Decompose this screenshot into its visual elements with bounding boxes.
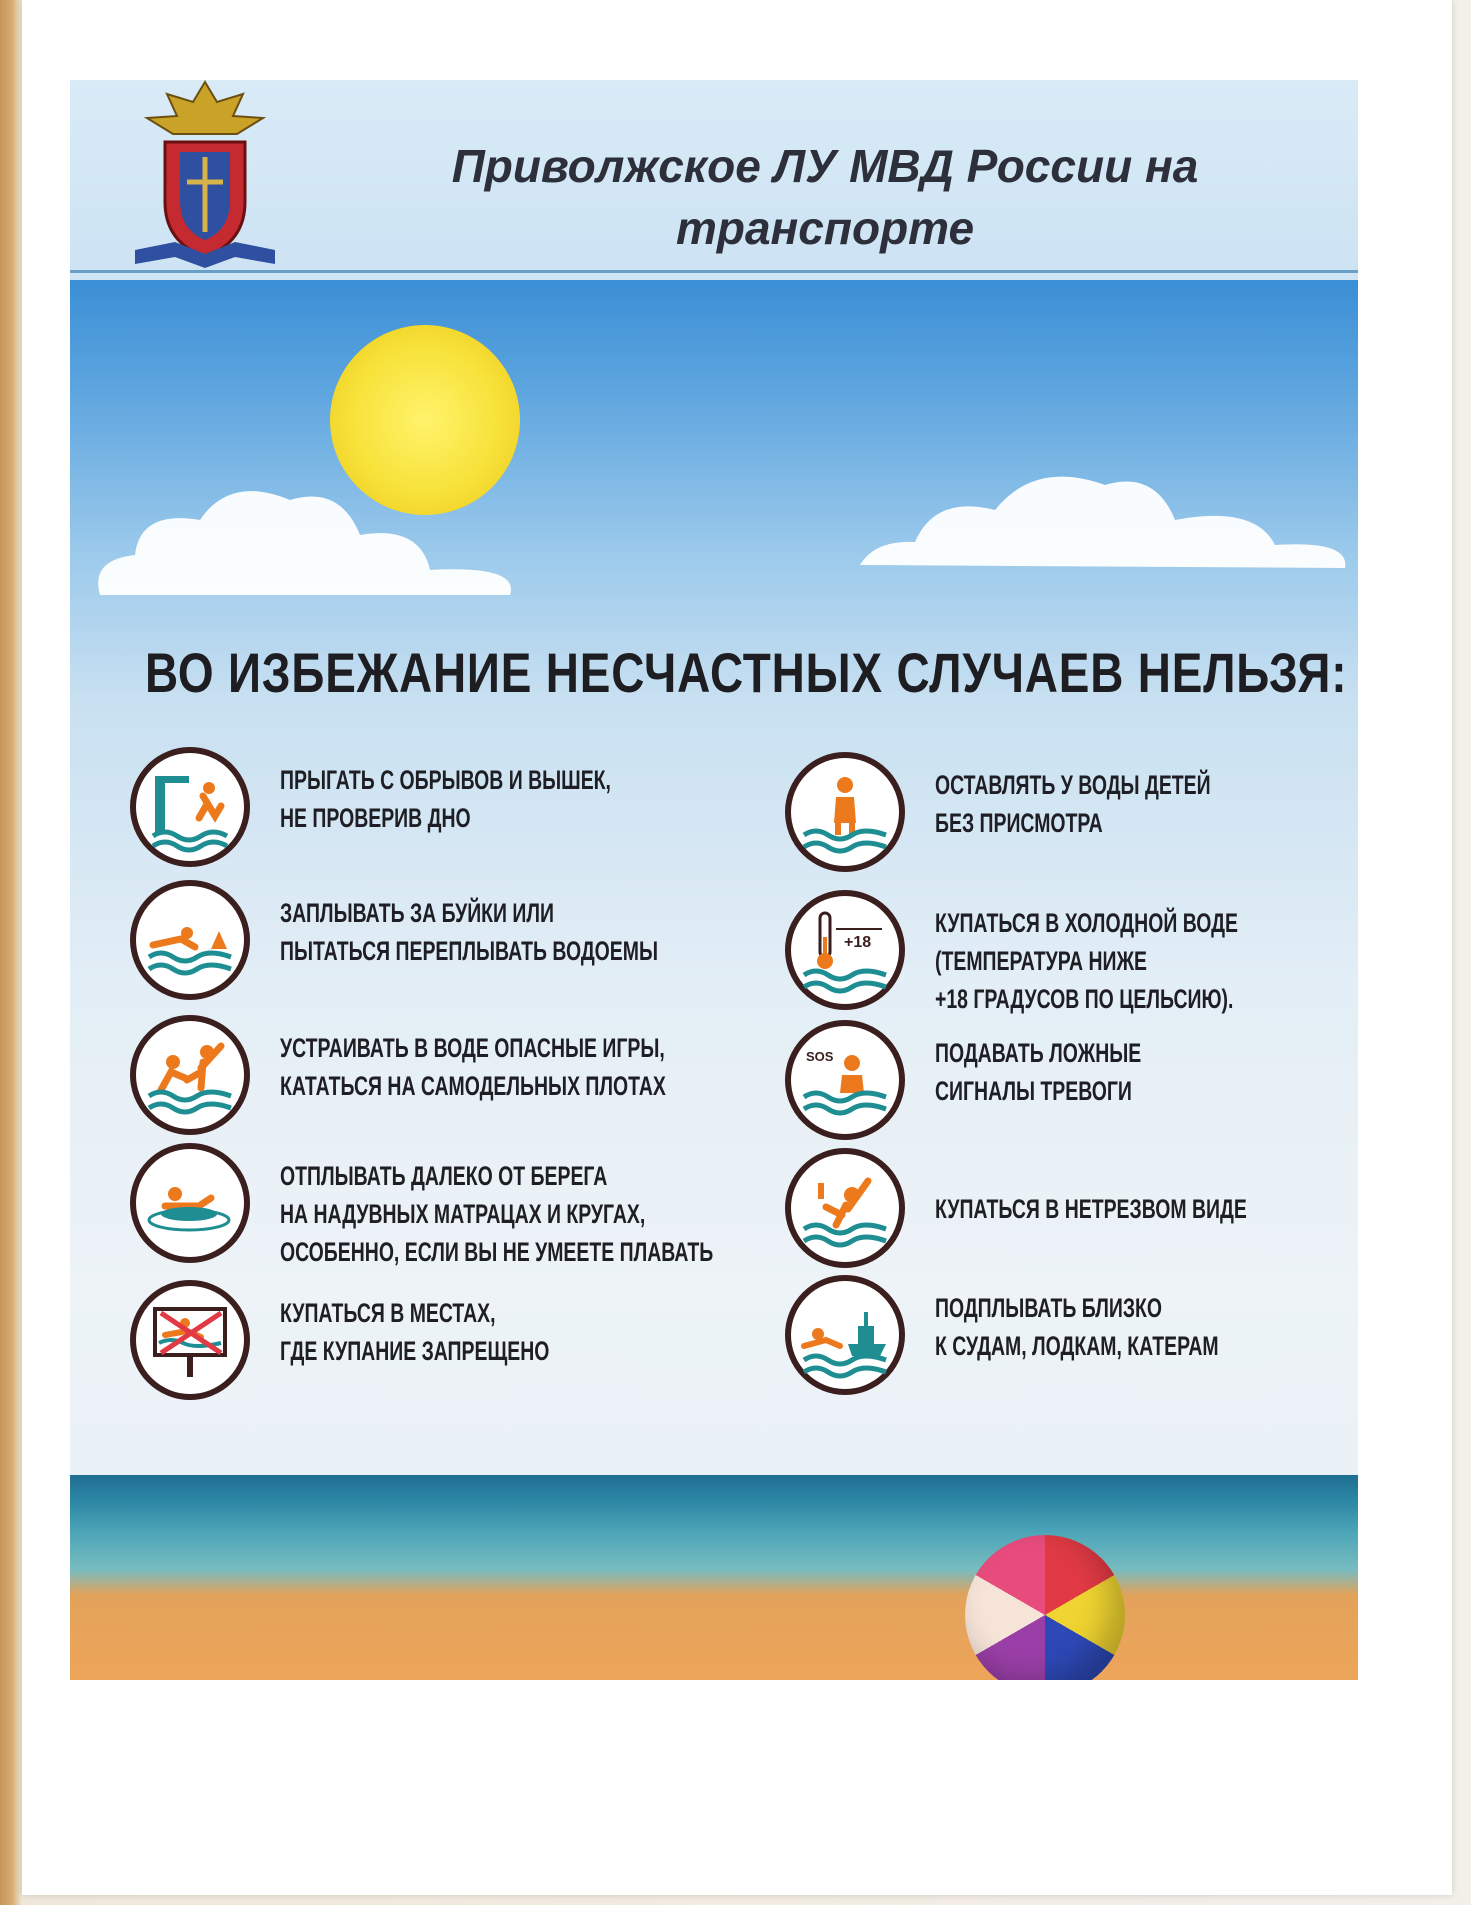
main-heading: ВО ИЗБЕЖАНИЕ НЕСЧАСТНЫХ СЛУЧАЕВ НЕЛЬЗЯ: bbox=[145, 641, 1348, 704]
rule-icon-circle bbox=[130, 1143, 250, 1263]
rule-line: (ТЕМПЕРАТУРА НИЖЕ bbox=[935, 946, 1147, 976]
poster-title: Приволжское ЛУ МВД России на транспорте bbox=[451, 140, 1199, 254]
rule-text bbox=[935, 904, 1309, 1018]
rule-line: НЕ ПРОВЕРИВ ДНО bbox=[280, 803, 471, 833]
rule-item bbox=[785, 1020, 1358, 1150]
no-swimming-sign-icon bbox=[141, 1291, 239, 1389]
mvd-emblem-icon bbox=[125, 80, 285, 272]
rule-text bbox=[280, 761, 654, 837]
poster bbox=[70, 80, 1358, 1680]
rule-line: ОСОБЕННО, ЕСЛИ ВЫ НЕ УМЕЕТЕ ПЛАВАТЬ bbox=[280, 1237, 714, 1267]
rule-line: НА НАДУВНЫХ МАТРАЦАХ И КРУГАХ, bbox=[280, 1199, 646, 1229]
rule-icon-circle bbox=[785, 890, 905, 1010]
swimmer-buoy-icon bbox=[141, 891, 239, 989]
rule-item bbox=[130, 880, 720, 1010]
rule-item bbox=[785, 1148, 1358, 1278]
rule-line: ГДЕ КУПАНИЕ ЗАПРЕЩЕНО bbox=[280, 1336, 550, 1366]
poster-header bbox=[70, 80, 1358, 273]
rule-icon-circle bbox=[130, 747, 250, 867]
rule-icon-circle bbox=[785, 1020, 905, 1140]
rule-line: ОСТАВЛЯТЬ У ВОДЫ ДЕТЕЙ bbox=[935, 770, 1211, 800]
rule-icon-circle bbox=[130, 1015, 250, 1135]
sea-and-beach bbox=[70, 1475, 1358, 1680]
child-in-water-icon bbox=[796, 763, 894, 861]
swimmer-near-ship-icon bbox=[796, 1286, 894, 1384]
rule-text bbox=[935, 766, 1309, 842]
diving-icon bbox=[141, 758, 239, 856]
rule-item bbox=[130, 1015, 720, 1145]
rule-line: БЕЗ ПРИСМОТРА bbox=[935, 808, 1103, 838]
rule-icon-circle bbox=[785, 752, 905, 872]
rule-text bbox=[935, 1289, 1309, 1365]
rule-line: +18 ГРАДУСОВ ПО ЦЕЛЬСИЮ). bbox=[935, 984, 1234, 1014]
rule-text bbox=[935, 1034, 1309, 1110]
rule-text bbox=[280, 1029, 666, 1105]
rule-line: КУПАТЬСЯ В НЕТРЕЗВОМ ВИДЕ bbox=[935, 1194, 1247, 1224]
rule-icon-circle bbox=[130, 1280, 250, 1400]
rule-icon-circle bbox=[785, 1148, 905, 1268]
drunk-swimmer-icon bbox=[796, 1159, 894, 1257]
rule-icon-circle bbox=[785, 1275, 905, 1395]
rule-icon-circle bbox=[130, 880, 250, 1000]
thermometer-icon bbox=[796, 901, 894, 999]
cloud-right bbox=[855, 450, 1355, 600]
rule-line: ПРЫГАТЬ С ОБРЫВОВ И ВЫШЕК, bbox=[280, 765, 611, 795]
sos-alarm-icon bbox=[796, 1031, 894, 1129]
sos-badge: SOS bbox=[806, 1049, 834, 1064]
rule-line: ПОДАВАТЬ ЛОЖНЫЕ bbox=[935, 1038, 1142, 1068]
rule-item bbox=[785, 1275, 1358, 1405]
rule-line: ОТПЛЫВАТЬ ДАЛЕКО ОТ БЕРЕГА bbox=[280, 1161, 608, 1191]
rule-item bbox=[130, 747, 720, 877]
rule-line: ЗАПЛЫВАТЬ ЗА БУЙКИ ИЛИ bbox=[280, 898, 554, 928]
rule-text bbox=[935, 1190, 1309, 1228]
rule-line: К СУДАМ, ЛОДКАМ, КАТЕРАМ bbox=[935, 1331, 1219, 1361]
rule-item bbox=[785, 890, 1358, 1020]
cloud-left bbox=[90, 465, 530, 615]
rule-text bbox=[280, 1157, 714, 1271]
rule-line: ПЫТАТЬСЯ ПЕРЕПЛЫВАТЬ ВОДОЕМЫ bbox=[280, 936, 658, 966]
rule-item bbox=[130, 1143, 720, 1273]
inflatable-mattress-icon bbox=[141, 1154, 239, 1252]
rule-line: КАТАТЬСЯ НА САМОДЕЛЬНЫХ ПЛОТАХ bbox=[280, 1071, 666, 1101]
rule-line: КУПАТЬСЯ В МЕСТАХ, bbox=[280, 1298, 496, 1328]
paper-sheet bbox=[22, 0, 1452, 1895]
rule-text bbox=[280, 1294, 654, 1370]
dangerous-games-icon bbox=[141, 1026, 239, 1124]
rule-item bbox=[785, 752, 1358, 882]
rule-line: КУПАТЬСЯ В ХОЛОДНОЙ ВОДЕ bbox=[935, 908, 1238, 938]
rule-item bbox=[130, 1280, 720, 1410]
rule-text bbox=[280, 894, 658, 970]
rule-line: ПОДПЛЫВАТЬ БЛИЗКО bbox=[935, 1293, 1162, 1323]
rule-line: УСТРАИВАТЬ В ВОДЕ ОПАСНЫЕ ИГРЫ, bbox=[280, 1033, 665, 1063]
temperature-badge: +18 bbox=[844, 934, 872, 951]
rule-line: СИГНАЛЫ ТРЕВОГИ bbox=[935, 1076, 1132, 1106]
